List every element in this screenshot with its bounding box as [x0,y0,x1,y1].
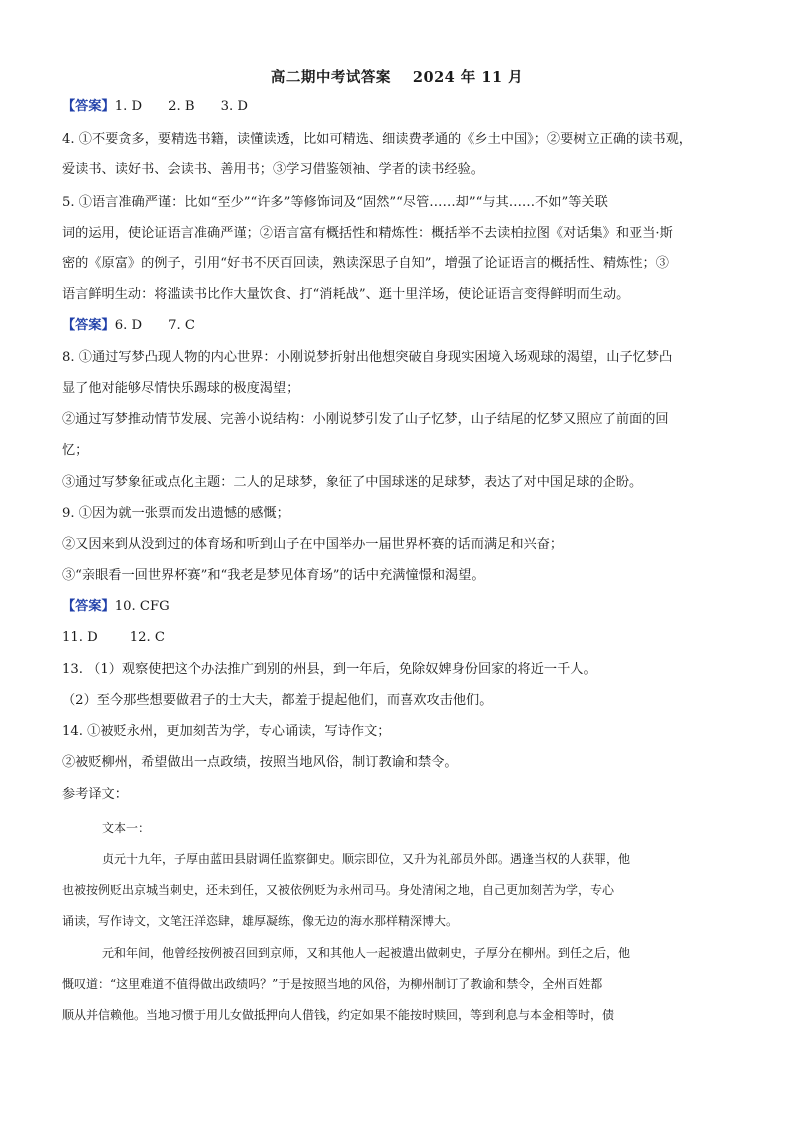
page-title [0,66,794,87]
translation-line: 诵读，写作诗文，文笔汪洋恣肆，雄厚凝练，像无边的海水那样精深博大。 [62,914,459,928]
answer-10: 10. CFG [114,599,170,614]
q5-line: 5. ①语言准确严谨：比如“至少”“许多”等修饰词及“固然”“尽管……却”“与其……不如”等关联 [62,195,608,210]
reference-heading: 参考译文： [62,787,128,802]
answer-11: 11. D [62,630,98,645]
q5-line: 词的运用，使论证语言准确严谨；②语言富有概括性和精炼性：概括举不去读柏拉图《对话集》和亚当·斯 [62,226,673,241]
q9-line: ②又因来到从没到过的体育场和听到山子在中国举办一届世界杯赛的话而满足和兴奋； [62,537,564,552]
answer-7: 7. C [168,318,195,333]
q14-line: 14. ①被贬永州，更加刻苦为学，专心诵读，写诗作文； [62,724,391,739]
title-main: 高二期中考试答案 [270,69,391,86]
q8-line: ②通过写梦推动情节发展、完善小说结构：小刚说梦引发了山子忆梦，山子结尾的忆梦又照应了前面的回 [62,412,669,427]
answer-tag: 【答案】 [62,599,115,614]
answer-12: 12. C [129,630,166,645]
answer-line-6-7 [62,316,742,336]
q14-line: ②被贬柳州，希望做出一点政绩，按照当地风俗，制订教谕和禁令。 [62,755,458,770]
answer-tag: 【答案】 [62,318,115,333]
answer-6: 6. D [114,318,143,333]
q13-line: （2）至今那些想要做君子的士大夫，都羞于提起他们，而喜欢攻击他们。 [62,693,493,708]
q13-line: 13. （1）观察使把这个办法推广到别的州县，到一年后，免除奴婢身份回家的将近一千人。 [62,662,597,677]
answer-line-1-3 [62,97,742,117]
q5-line: 语言鲜明生动：将滥读书比作大量饮食、打“消耗战”、逛十里洋场，使论证语言变得鲜明而生动。 [62,287,630,302]
answer-3: 3. D [220,99,248,114]
translation-line: 慨叹道：“这里难道不值得做出政绩吗？”于是按照当地的风俗，为柳州制订了教谕和禁令，全州百姓都 [62,977,603,991]
answer-tag: 【答案】 [62,99,115,114]
q9-line: ③“亲眼看一回世界杯赛”和“我老是梦见体育场”的话中充满憧憬和渴望。 [62,568,485,583]
answer-line-10 [62,597,742,617]
q8-line: 8. ①通过写梦凸现人物的内心世界：小刚说梦折射出他想突破自身现实困境入场观球的渴望，山子忆梦凸 [62,350,673,365]
q9-line: 9. ①因为就一张票而发出遗憾的感慨； [62,506,290,521]
q4-line: 爱读书、读好书、会读书、善用书；③学习借鉴领袖、学者的读书经验。 [62,162,484,177]
q8-line: 忆； [62,443,89,458]
q5-line: 密的《原富》的例子，引用“好书不厌百回读，熟读深思子自知”，增强了论证语言的概括性、精炼性；③ [62,256,669,271]
translation-line: 顺从并信赖他。当地习惯于用儿女做抵押向人借钱，约定如果不能按时赎回，等到利息与本金相等时，债 [62,1008,615,1022]
text1-label: 文本一： [102,821,151,835]
translation-line: 元和年间，他曾经按例被召回到京师，又和其他人一起被遣出做刺史，子厚分在柳州。到任之后，他 [102,946,631,960]
translation-line: 贞元十九年，子厚由蓝田县尉调任监察御史。顺宗即位，又升为礼部员外郎。遇逢当权的人获罪，他 [102,852,631,866]
answer-line-11-12 [62,628,742,648]
translation-line: 也被按例贬出京城当刺史，还未到任，又被依例贬为永州司马。身处清闲之地，自己更加刻苦为学，专心 [62,883,615,897]
q8-line: ③通过写梦象征或点化主题：二人的足球梦，象征了中国球迷的足球梦，表达了对中国足球的企盼。 [62,475,643,490]
q8-line: 显了他对能够尽情快乐踢球的极度渴望； [62,381,300,396]
title-date: 2024 年 11 月 [412,69,524,86]
q4-line: 4. ①不要贪多，要精选书籍，读懂读透，比如可精选、细读费孝通的《乡土中国》；②要树立正确的读书观， [62,132,692,147]
answer-2: 2. B [168,99,195,114]
answer-1: 1. D [114,99,143,114]
